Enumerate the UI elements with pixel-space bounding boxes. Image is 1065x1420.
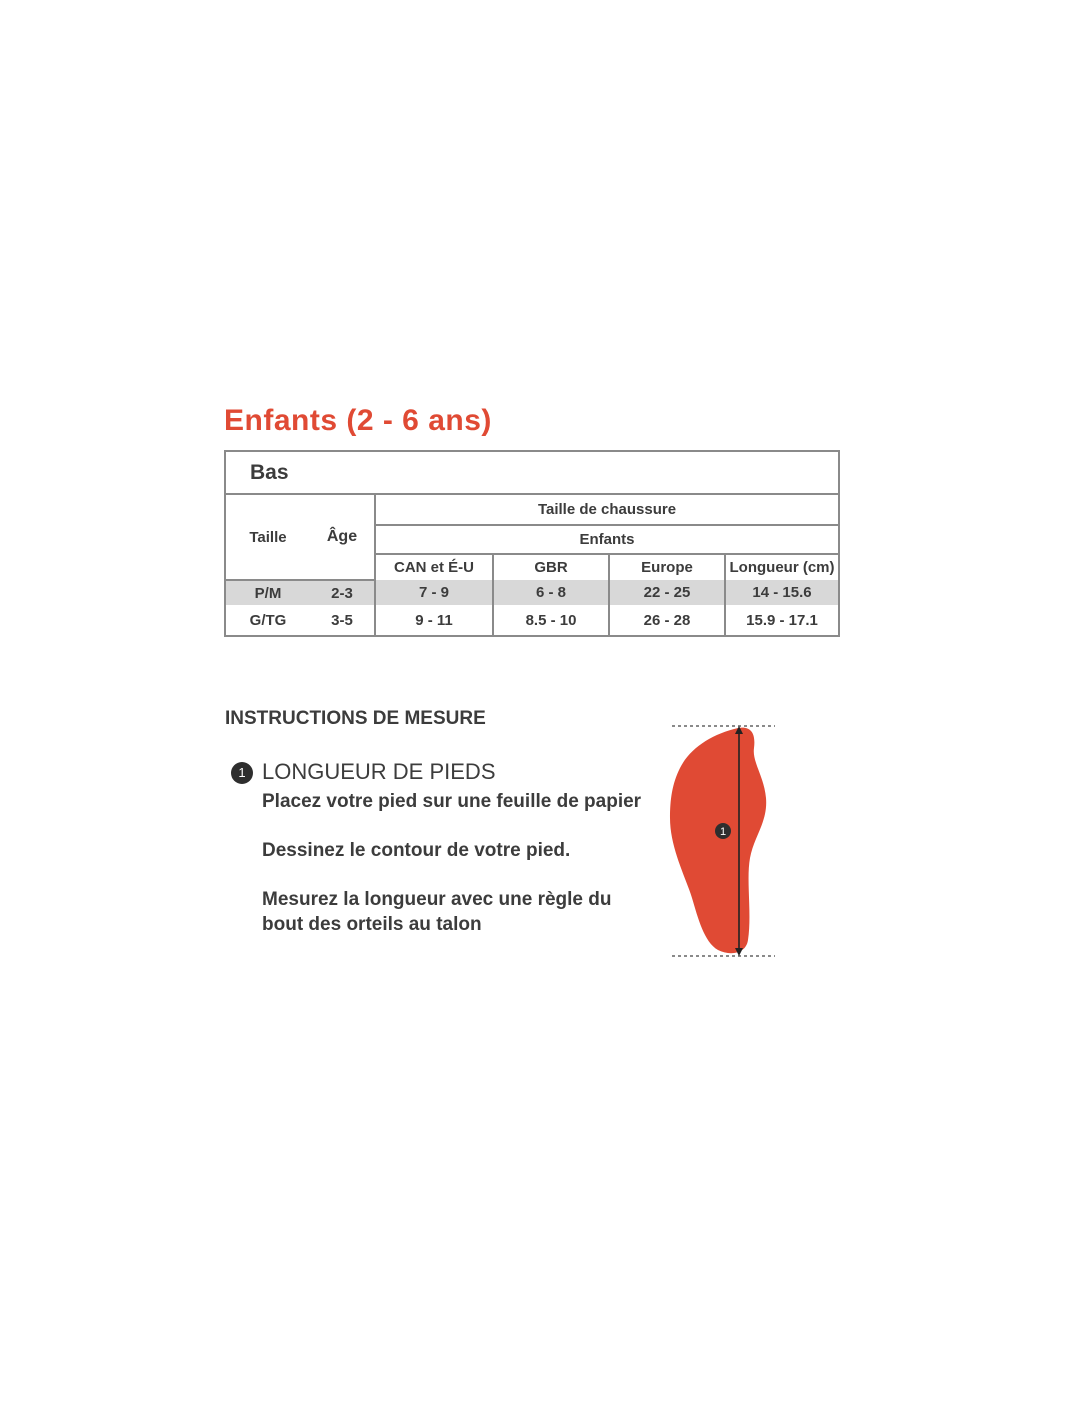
cell-age: 3-5 [331,611,353,629]
step-number-badge: 1 [231,762,253,784]
cell-longueur: 14 - 15.6 [725,580,839,605]
cell-longueur: 15.9 - 17.1 [725,605,839,636]
cell-europe: 22 - 25 [609,580,725,605]
header-europe: Europe [609,554,725,580]
foot-silhouette-icon [670,728,766,954]
header-taille: Taille [225,494,310,580]
cell-can: 9 - 11 [375,605,493,636]
header-longueur: Longueur (cm) [725,554,839,580]
size-table [224,450,840,637]
table-row [225,605,839,636]
instruction-paragraph: Mesurez la longueur avec une règle du bout des orteils au talon [262,889,612,935]
cell-taille: G/TG [249,611,287,629]
instructions-heading: INSTRUCTIONS DE MESURE [225,708,486,729]
step-instructions [262,789,652,961]
cell-gbr: 6 - 8 [493,580,609,605]
header-age: Âge [310,494,375,580]
header-enfants: Enfants [375,525,839,554]
step-title: LONGUEUR DE PIEDS [262,759,496,784]
cell-age: 2-3 [310,580,375,605]
table-category-row [225,451,839,494]
diagram-marker-label: 1 [719,826,727,838]
header-shoe-size: Taille de chaussure [375,494,839,525]
cell-europe: 26 - 28 [609,605,725,636]
table-row [225,580,839,605]
instruction-paragraph: Placez votre pied sur une feuille de papier [262,791,642,812]
page-title: Enfants (2 - 6 ans) [224,404,492,437]
cell-gbr: 8.5 - 10 [493,605,609,636]
cell-taille: P/M [225,580,310,605]
header-can-us: CAN et É-U [375,554,493,580]
instruction-paragraph: Dessinez le contour de votre pied. [262,840,571,861]
cell-can: 7 - 9 [375,580,493,605]
header-gbr: GBR [493,554,609,580]
foot-diagram [660,718,790,968]
table-category: Bas [225,451,839,494]
table-header-row [225,494,839,525]
